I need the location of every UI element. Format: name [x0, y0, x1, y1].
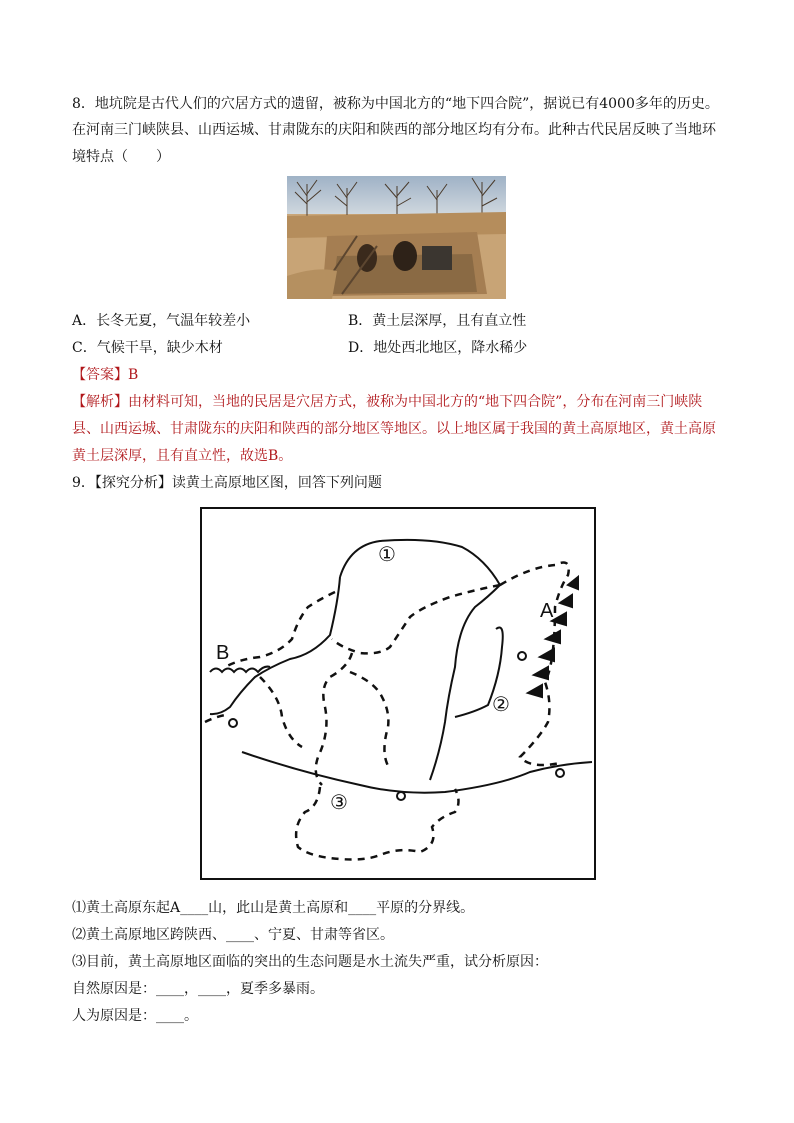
answer-label: 【答案】	[72, 367, 128, 383]
answer-value: B	[128, 367, 139, 383]
label-2: ②	[492, 694, 510, 716]
q9-sub1: ⑴黄土高原东起A____山，此山是黄土高原和____平原的分界线。	[72, 900, 475, 916]
q8-stem-line2: 在河南三门峡陕县、山西运城、甘肃陇东的庆阳和陕西的部分地区均有分布。此种古代民居反映了当地环	[72, 122, 716, 138]
q9-human-reason: 人为原因是：____。	[72, 1008, 198, 1024]
q8-analysis-line3: 黄土层深厚，且有直立性，故选B。	[72, 448, 293, 464]
label-3: ③	[330, 792, 348, 814]
city-circle	[518, 652, 526, 660]
q9-title: 9．【探究分析】读黄土高原地区图，回答下列问题	[72, 475, 382, 491]
label-b: B	[216, 642, 230, 664]
q8-option-b: B．黄土层深厚，且有直立性	[348, 313, 527, 329]
dikengyuan-photo	[287, 176, 506, 299]
q9-natural-reason: 自然原因是：____，____，夏季多暴雨。	[72, 981, 324, 997]
q9-sub2: ⑵黄土高原地区跨陕西、____、宁夏、甘肃等省区。	[72, 927, 394, 943]
city-circle	[397, 792, 405, 800]
analysis-text1: 由材料可知，当地的民居是穴居方式，被称为中国北方的“地下四合院”，分布在河南三门峡陕	[128, 394, 703, 410]
q8-option-d: D．地处西北地区，降水稀少	[348, 340, 528, 356]
q8-stem-line1: 8．地坑院是古代人们的穴居方式的遗留，被称为中国北方的“地下四合院”，据说已有4000多年的历史。	[72, 96, 719, 112]
q8-analysis-line1	[72, 392, 702, 412]
label-a: A	[540, 600, 554, 622]
city-circle	[556, 769, 564, 777]
q8-stem-line3: 境特点（ ）	[72, 149, 170, 165]
q8-analysis-line2: 县、山西运城、甘肃陇东的庆阳和陕西的部分地区等地区。以上地区属于我国的黄土高原地区，黄土高原	[72, 421, 716, 437]
q8-option-c: C．气候干旱，缺少木材	[72, 340, 223, 356]
q9-sub3: ⑶目前，黄土高原地区面临的突出的生态问题是水土流失严重，试分析原因：	[72, 954, 548, 970]
q8-answer	[72, 365, 138, 385]
q8-option-a: A．长冬无夏，气温年较差小	[72, 313, 251, 329]
label-1: ①	[378, 544, 396, 566]
analysis-label: 【解析】	[72, 394, 128, 410]
city-circle	[229, 719, 237, 727]
loess-plateau-map	[200, 507, 596, 880]
